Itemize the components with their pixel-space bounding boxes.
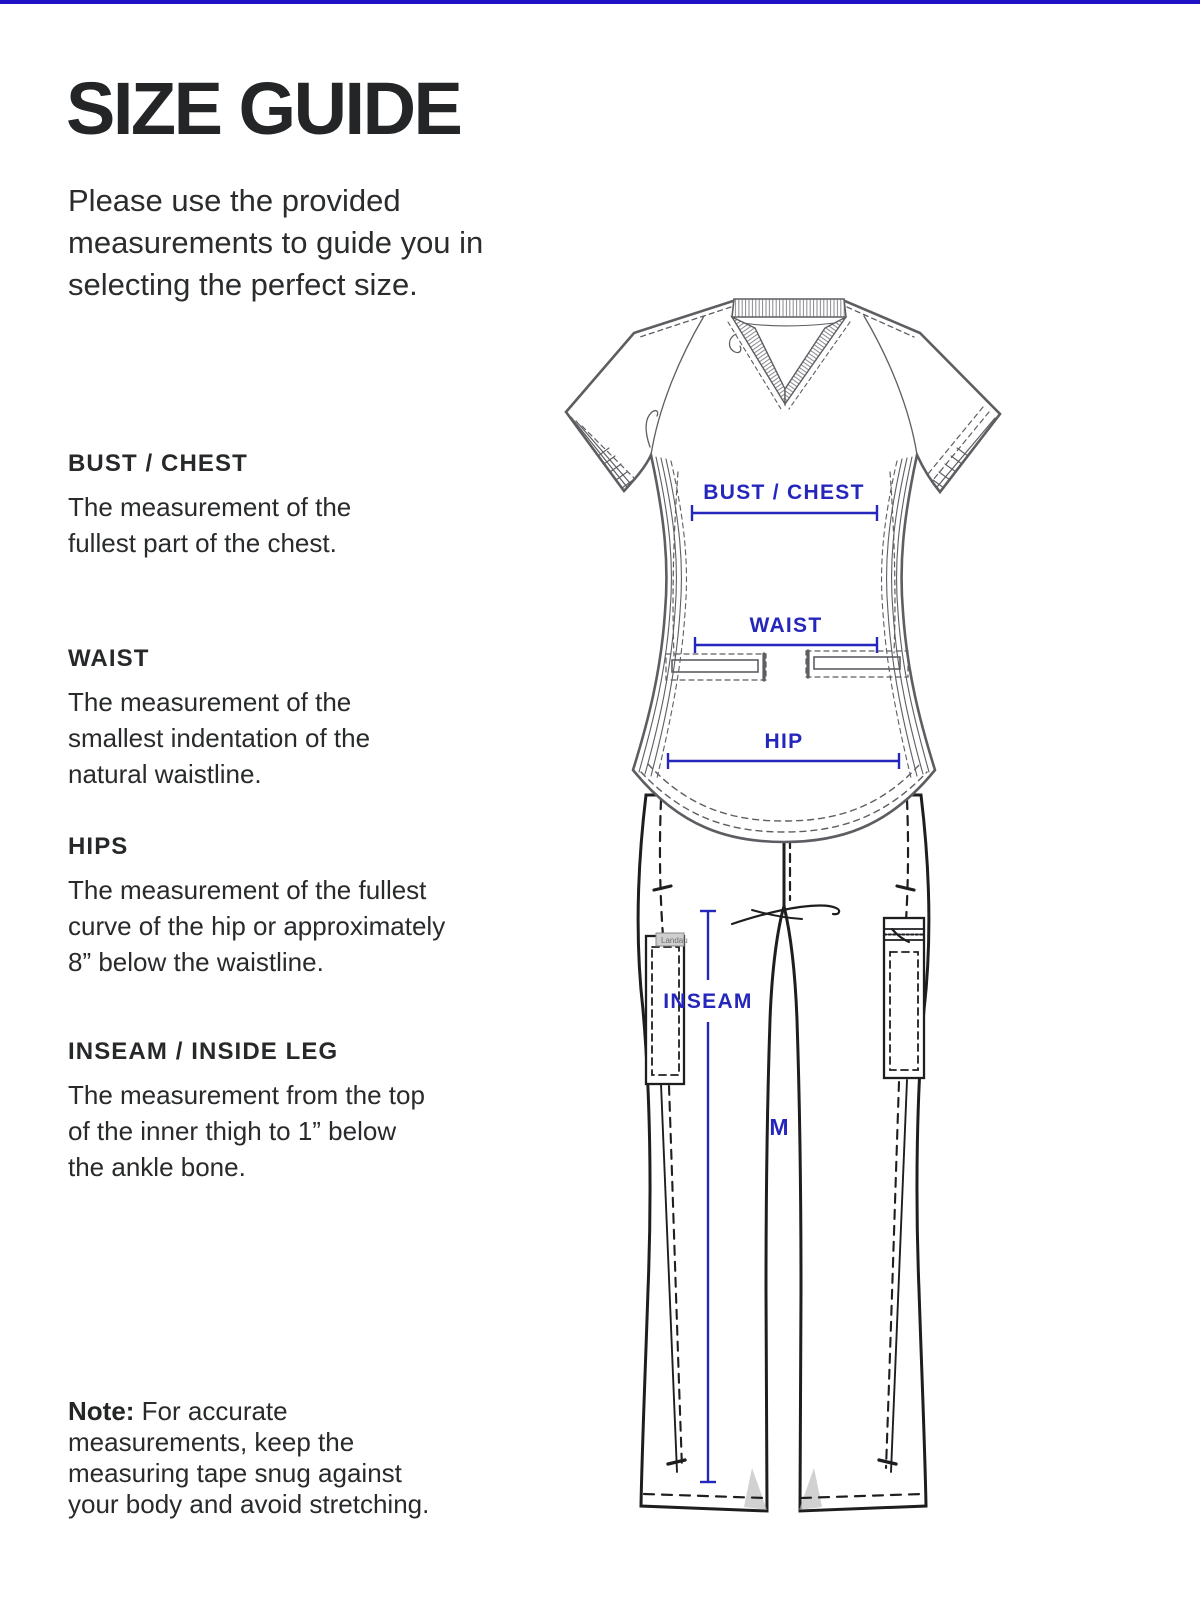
top-border-line — [0, 0, 1200, 4]
size-marker: M — [769, 1114, 789, 1140]
intro-line: measurements to guide you in — [68, 225, 484, 260]
brand-tag-text: Landau — [661, 936, 688, 945]
section-body-line: of the inner thigh to 1” below — [68, 1116, 397, 1146]
section-hips — [68, 833, 445, 980]
section-heading: HIPS — [68, 833, 129, 860]
section-body-line: The measurement of the fullest — [68, 875, 427, 905]
section-body-line: curve of the hip or approximately — [68, 911, 446, 941]
hip-label: HIP — [764, 730, 804, 753]
intro-line: Please use the provided — [68, 183, 401, 218]
section-waist — [68, 645, 370, 792]
note-line: Note: For accurate — [68, 1396, 288, 1426]
section-heading: BUST / CHEST — [68, 450, 248, 477]
section-body-line: The measurement of the — [68, 687, 352, 717]
page-title: SIZE GUIDE — [66, 67, 461, 150]
section-heading: INSEAM / INSIDE LEG — [68, 1038, 339, 1065]
note-label: Note: — [68, 1396, 135, 1426]
cargo-pocket-right — [884, 918, 924, 1078]
section-body-line: 8” below the waistline. — [68, 947, 324, 977]
scrubs-measurement-diagram — [540, 280, 1050, 1530]
note-text — [68, 1396, 429, 1520]
intro-line: selecting the perfect size. — [68, 267, 418, 302]
section-body-line: fullest part of the chest. — [68, 528, 337, 558]
note-line: your body and avoid stretching. — [68, 1489, 430, 1519]
section-body-line: The measurement from the top — [68, 1080, 425, 1110]
note-line: measuring tape snug against — [68, 1458, 402, 1488]
section-body-line: the ankle bone. — [68, 1152, 246, 1182]
note-line: measurements, keep the — [68, 1427, 355, 1457]
waist-label: WAIST — [749, 614, 823, 637]
section-body-line: natural waistline. — [68, 759, 262, 789]
section-body-line: smallest indentation of the — [68, 723, 371, 753]
inseam-label: INSEAM — [663, 990, 753, 1013]
intro-text — [68, 180, 483, 306]
section-body-line: The measurement of the — [68, 492, 352, 522]
pants-left-leg — [638, 795, 784, 1511]
section-bust-chest — [68, 450, 351, 561]
section-heading: WAIST — [68, 645, 150, 672]
section-inseam — [68, 1038, 425, 1185]
bust-chest-label: BUST / CHEST — [703, 481, 865, 504]
scrub-pants-diagram — [638, 782, 929, 1511]
